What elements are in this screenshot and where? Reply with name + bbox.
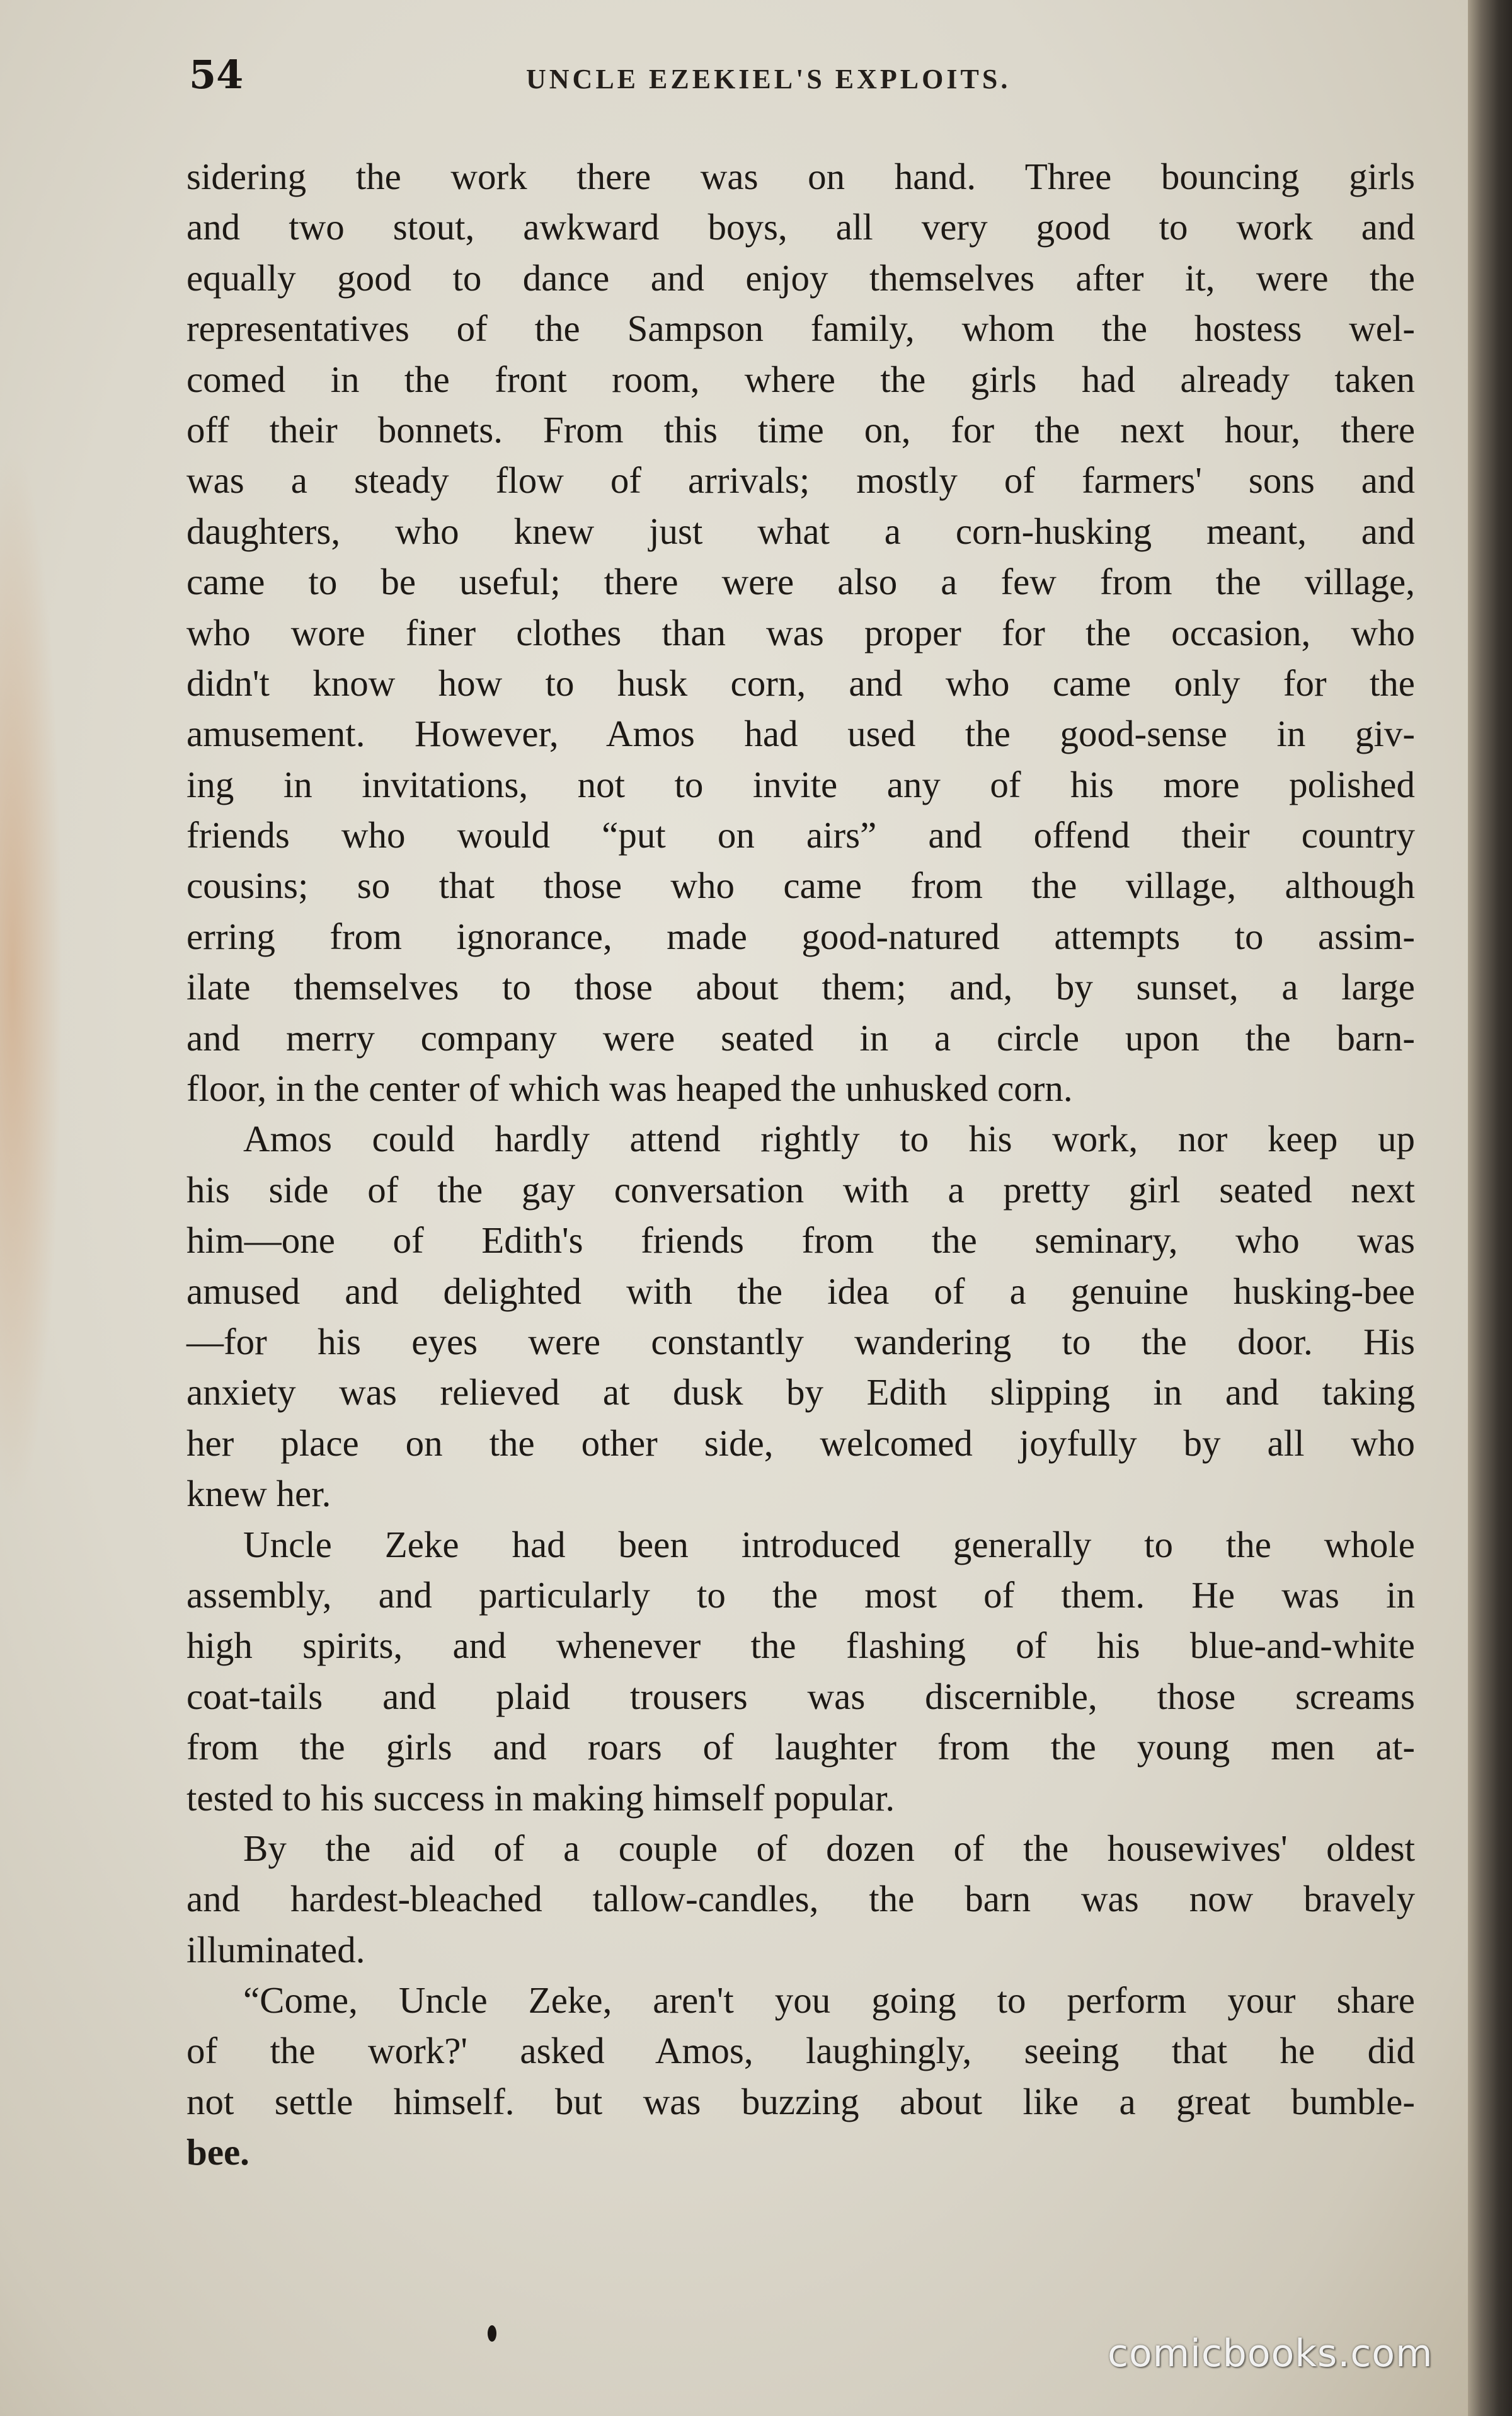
body-text [186,151,1415,2178]
text-line: erring from ignorance, made good-natured attempts to assim- [186,915,1415,957]
page-header [189,52,1121,121]
text-line: “Come, Uncle Zeke, aren't you going to perform your share [243,1979,1415,2022]
text-line: him—one of Edith's friends from the seminary, who was [186,1219,1415,1262]
text-line: floor, in the center of which was heaped the unhusked corn. [186,1067,1073,1110]
text-line: cousins; so that those who came from the village, although [186,865,1415,907]
text-line: bee. [186,2131,249,2173]
text-line: illuminated. [186,1928,365,1970]
text-line: anxiety was relieved at dusk by Edith slipping in and taking [186,1371,1415,1413]
page-edge [1468,0,1512,2416]
text-line: tested to his success in making himself popular. [186,1776,895,1819]
text-line: and hardest-bleached tallow-candles, the barn was now bravely [186,1878,1415,1920]
text-line: off their bonnets. From this time on, for the next hour, there [186,408,1415,451]
text-line: of the work?' asked Amos, laughingly, seeing that he did [186,2030,1415,2072]
text-line: and merry company were seated in a circle upon the barn- [186,1016,1415,1059]
text-line: friends who would “put on airs” and offend their country [186,814,1415,856]
watermark: comicbooks.com [1108,2332,1433,2376]
text-line: ilate themselves to those about them; and, by sunset, a large [186,966,1415,1008]
text-line: Amos could hardly attend rightly to his work, nor keep up [243,1118,1415,1160]
text-line: her place on the other side, welcomed joyfully by all who [186,1422,1415,1464]
text-line: daughters, who knew just what a corn-husking meant, and [186,510,1415,552]
text-line: knew her. [186,1473,331,1515]
text-line: representatives of the Sampson family, whom the hostess wel- [186,308,1415,350]
page-number: 54 [189,52,244,98]
text-line: who wore finer clothes than was proper for the occasion, who [186,611,1415,653]
ink-dot [488,2325,496,2342]
text-line: amusement. However, Amos had used the good-sense in giv- [186,713,1415,755]
text-line: high spirits, and whenever the flashing of his blue-and-white [186,1625,1415,1667]
text-line: was a steady flow of arrivals; mostly of farmers' sons and [186,459,1415,502]
text-line: amused and delighted with the idea of a genuine husking-bee [186,1270,1415,1312]
text-line: Uncle Zeke had been introduced generally to the whole [243,1523,1415,1565]
text-line: equally good to dance and enjoy themselves after it, were the [186,256,1415,299]
text-line: assembly, and particularly to the most of them. He was in [186,1573,1415,1616]
text-line: his side of the gay conversation with a pretty girl seated next [186,1168,1415,1211]
running-head: UNCLE EZEKIEL'S EXPLOITS. [526,64,1011,95]
text-line: sidering the work there was on hand. Three bouncing girls [186,156,1415,197]
text-line: didn't know how to husk corn, and who came only for the [186,662,1415,704]
text-line: coat-tails and plaid trousers was discernible, those screams [186,1675,1415,1717]
text-line: from the girls and roars of laughter from the young men at- [186,1726,1415,1768]
text-line: By the aid of a couple of dozen of the housewives' oldest [243,1827,1415,1869]
text-line: and two stout, awkward boys, all very good to work and [186,206,1415,248]
text-line: —for his eyes were constantly wandering to the door. His [186,1320,1415,1362]
text-line: not settle himself. but was buzzing about like a great bumble- [186,2080,1415,2122]
text-line: came to be useful; there were also a few from the village, [186,561,1415,603]
text-line: ing in invitations, not to invite any of his more polished [186,763,1415,805]
text-line: comed in the front room, where the girls had already taken [186,358,1415,400]
